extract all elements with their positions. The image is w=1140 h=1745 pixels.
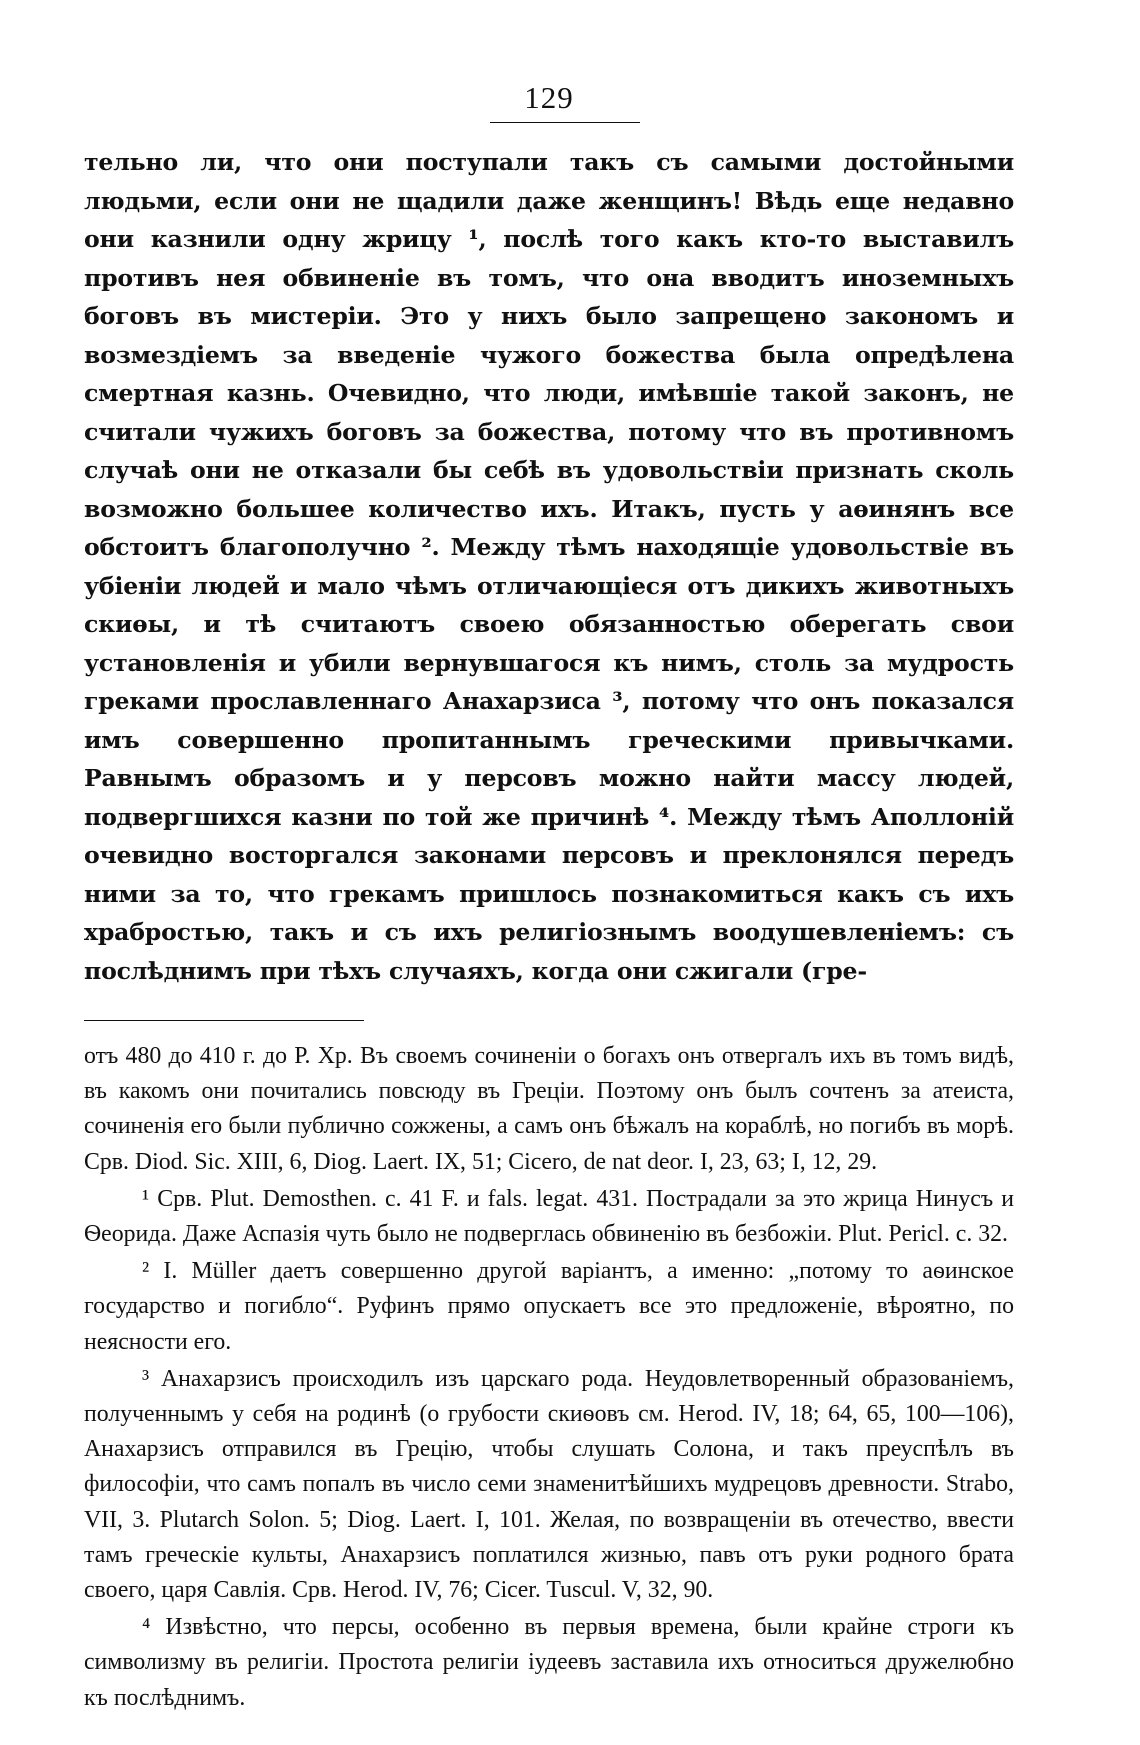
footnote-1: ¹ Срв. Plut. Demosthen. c. 41 F. и fals. legat. 431. Пострадали за это жрица Нинусъ и Ѳеорида. Даже Аспазія чуть было не подверглась обвиненію въ безбожіи. Plut. Pericl. c. 32. [84,1185,1014,1248]
header-rule [490,122,640,123]
footnote-2: ² I. Müller даетъ совершенно другой варіантъ, а именно: „потому то аѳинское государство и погибло“. Руфинъ прямо опускаетъ все это предложеніе, вѣроятно, по неясности его. [84,1258,1014,1355]
footnote-separator [84,1020,364,1021]
page-number: 129 [524,80,574,115]
footnote-continued: отъ 480 до 410 г. до Р. Хр. Въ своемъ сочиненіи о богахъ онъ отвергалъ ихъ въ томъ видѣ, въ какомъ они почитались повсюду въ Греціи. Поэтому онъ былъ сочтенъ за атеиста, сочиненія его были публично сожжены, а самъ онъ бѣжалъ на кораблѣ, но погибъ въ морѣ. Срв. Diod. Sic. XIII, 6, Diog. Laert. IX, 51; Cicero, de nat deor. I, 23, 63; I, 12, 29. [84,1043,1014,1175]
main-text: тельно ли, что они поступали такъ съ самыми достойными людьми, если они не щадили даже женщинъ! Вѣдь еще недавно они казнили одну жрицу ¹, послѣ того какъ кто-то выставилъ противъ нея обвиненіе въ томъ, что она вводитъ иноземныхъ боговъ въ мистеріи. Это у нихъ было запрещено закономъ и возмездіемъ за введеніе чужого божества была опредѣлена смертная казнь. Очевидно, что люди, имѣвшіе такой законъ, не считали чужихъ боговъ за божества, потому что въ противномъ случаѣ они не отказали бы себѣ въ удовольствіи признать сколь возможно большее количество ихъ. Итакъ, пусть у аѳинянъ все обстоитъ благополучно ². Между тѣмъ находящіе удовольствіе въ убіеніи людей и мало чѣмъ отличающіеся отъ дикихъ животныхъ скиѳы, и тѣ считаютъ своею обязанностью оберегать свои установленія и убили вернувшагося къ нимъ, столь за мудрость греками прославленнаго Анахарзиса ³, потому что онъ показался имъ совершенно пропитаннымъ греческими привычками. Равнымъ образомъ и у персовъ можно найти массу людей, подвергшихся казни по той же причинѣ ⁴. Между тѣмъ Аполлоній очевидно восторгался законами персовъ и преклонялся передъ ними за то, что грекамъ пришлось познакомиться какъ съ ихъ храбростью, такъ и съ ихъ религіознымъ воодушевленіемъ: съ послѣднимъ при тѣхъ случаяхъ, когда они сжигали (гре- [84,148,1014,985]
footnotes [84,1039,1014,1716]
footnote-4: ⁴ Извѣстно, что персы, особенно въ первыя времена, были крайне строги къ символизму въ религіи. Простота религіи іудеевъ заставила ихъ относиться дружелюбно къ послѣднимъ. [84,1614,1014,1711]
footnote-3: ³ Анахарзисъ происходилъ изъ царскаго рода. Неудовлетворенный образованіемъ, полученнымъ у себя на родинѣ (о грубости скиѳовъ см. Herod. IV, 18; 64, 65, 100—106), Анахарзисъ отправился въ Грецію, чтобы слушать Солона, и такъ преуспѣлъ въ философіи, что самъ попалъ въ число семи знаменитѣйшихъ мудрецовъ древности. Strabo, VII, 3. Plutarch Solon. 5; Diog. Laert. I, 101. Желая, по возвращеніи въ отечество, ввести тамъ греческіе культы, Анахарзисъ поплатился жизнью, павъ отъ руки родного брата своего, царя Савлія. Срв. Herod. IV, 76; Cicer. Tuscul. V, 32, 90. [84,1365,1014,1604]
book-page [84,80,1014,1716]
